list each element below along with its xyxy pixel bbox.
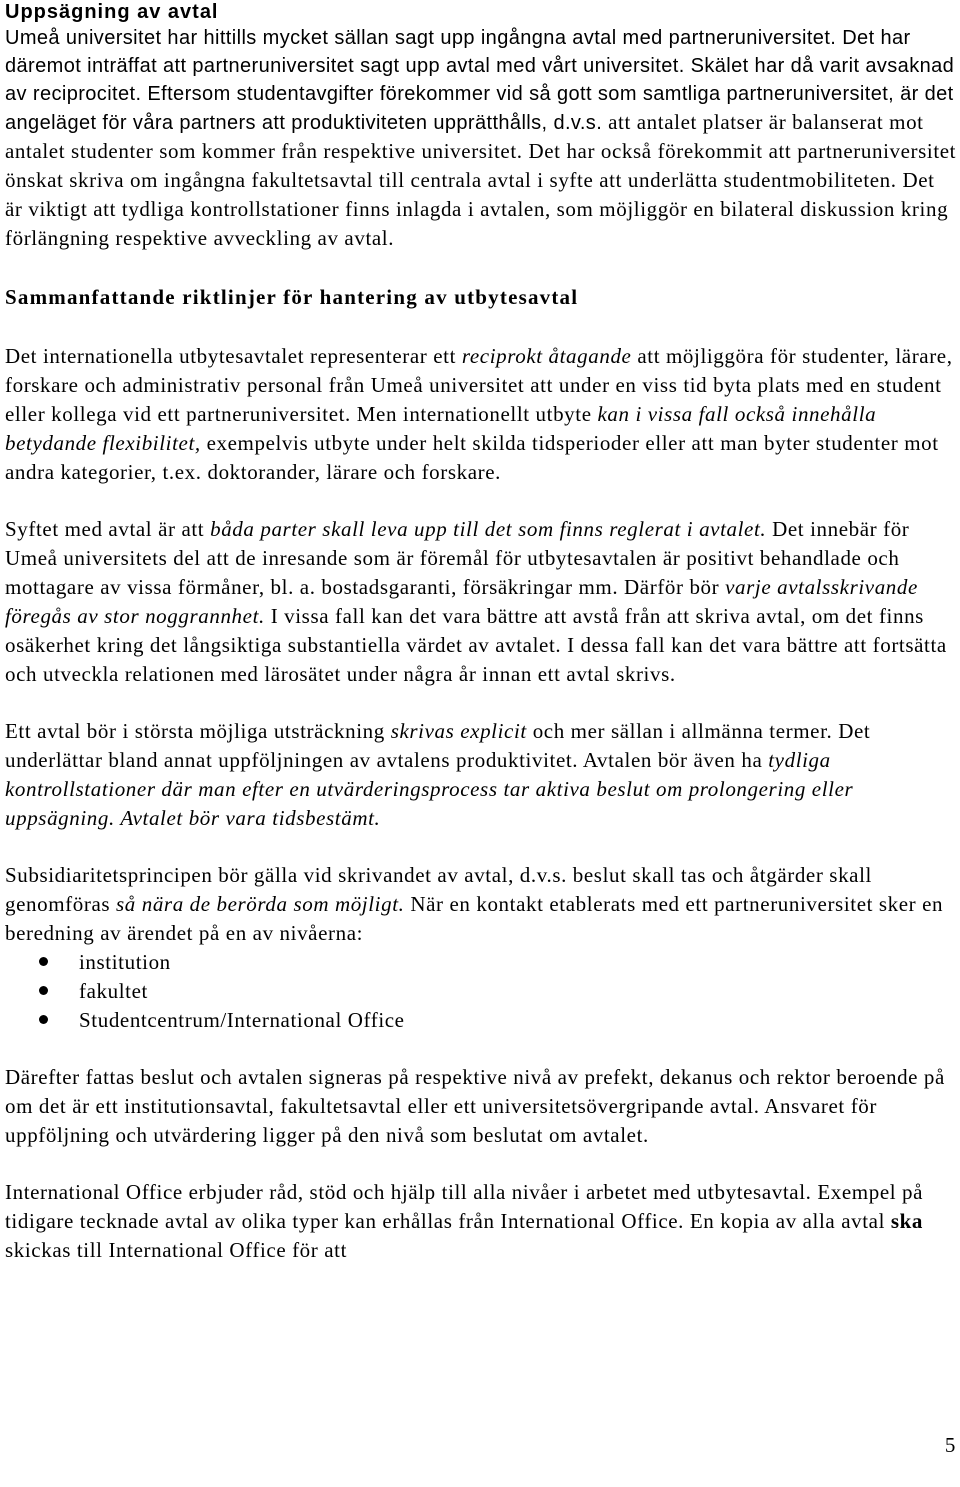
emphasis-text: så nära de berörda som möjligt. [116,892,405,916]
document-body [5,0,957,1265]
text: I vissa fall kan det vara bättre att avstå från att skriva avtal, om det finns osäkerhet kring det långsiktiga substantiella värdet av avtalet. I dessa fall kan det vara bättre att fortsätta och utveckla relationen med lärosätet under några år innan ett avtal skrivs. [5,604,947,686]
section-heading-riktlinjer: Sammanfattande riktlinjer för hantering av utbytesavtal [5,285,579,309]
bullet-icon [39,957,48,966]
bullet-icon [39,986,48,995]
text: Det innebär för Umeå universitets del att de inresande som är föremål för utbytesavtalen är positivt behandlade och mottagare av vissa förmåner, bl. a. bostadsgaranti, försäkringar mm. Därför bör [5,517,910,599]
emphasis-text: båda parter skall leva upp till det som finns reglerat i avtalet. [210,517,767,541]
emphasis-text: kan i vissa fall också innehålla betydande flexibilitet, [5,402,877,455]
text: Syftet med avtal är att [5,517,211,541]
list-item [5,948,957,977]
text: Ett avtal bör i största möjliga utsträckning [5,719,391,743]
levels-list [5,948,957,1035]
text: International Office erbjuder råd, stöd och hjälp till alla nivåer i arbetet med utbytesavtal. Exempel på tidigare tecknade avtal av olika typer kan erhållas från International Office. En kopia av alla avtal [5,1180,924,1233]
text: att möjliggöra för studenter, lärare, forskare och administrativ personal från Umeå universitet att under en viss tid byta plats med en student eller kollega vid ett partneruniversitet. Men internationellt utbyte [5,344,953,426]
emphasis-text: varje avtalsskrivande föregås av stor noggrannhet. [5,575,918,628]
paragraph-international-office [5,1178,957,1265]
text: skickas till International Office för att [5,1238,348,1262]
list-item-label: fakultet [79,979,148,1003]
paragraph-subsidiaritet [5,861,957,948]
list-item-label: institution [79,950,171,974]
paragraph-text: Umeå universitet har hittills mycket sällan sagt upp ingångna avtal med partneruniversitet. Det har däremot inträffat att partneruniversitet sagt upp avtal med vårt universitet. Skälet har då varit avsaknad av reciprocitet. Eftersom studentavgifter förekommer vid så gott som samtliga partneruniversitet, är det angeläget för våra partners att produktiviteten upprätthålls, d.v.s. [5,27,955,134]
text: När en kontakt etablerats med ett partneruniversitet sker en beredning av ärendet på en av nivåerna: [5,892,944,945]
section-heading-uppsagning: Uppsägning av avtal [5,1,219,23]
paragraph-text: att antalet platser är balanserat mot antalet studenter som kommer från respektive universitet. Det har också förekommit att partneruniversitet önskat skriva om ingångna fakultetsavtal till centrala avtal i syfte att underlätta studentmobiliteten. Det är viktigt att tydliga kontrollstationer finns inlagda i avtalen, som möjliggör en bilateral diskussion kring förlängning respektive avveckling av avtal. [5,110,957,250]
paragraph-utbytesavtal [5,342,957,487]
text: och mer sällan i allmänna termer. Det underlättar bland annat uppföljningen av avtalens produktivitet. Avtalen bör även ha [5,719,871,772]
paragraph-beslut: Därefter fattas beslut och avtalen signeras på respektive nivå av prefekt, dekanus och rektor beroende på om det är ett institutionsavtal, fakultetsavtal eller ett universitetsövergripande avtal. Ansvaret för uppföljning och utvärdering ligger på den nivå som beslutat om avtalet. [5,1065,945,1147]
text: Subsidiaritetsprincipen bör gälla vid skrivandet av avtal, d.v.s. beslut skall tas och åtgärder skall genomföras [5,863,872,916]
text: Det internationella utbytesavtalet representerar ett [5,344,462,368]
page-number: 5 [944,1433,956,1457]
bullet-icon [39,1015,48,1024]
emphasis-text: reciprokt åtagande [461,344,632,368]
emphasis-text: skrivas explicit [390,719,527,743]
paragraph-syfte [5,515,957,689]
bold-text: ska [890,1209,924,1233]
list-item [5,1006,957,1035]
list-item-label: Studentcentrum/International Office [79,1008,405,1032]
list-item [5,977,957,1006]
text: exempelvis utbyte under helt skilda tidsperioder eller att man byter studenter mot andra kategorier, t.ex. doktorander, lärare och forskare. [5,431,939,484]
paragraph-uppsagning-sans [5,24,957,253]
emphasis-text: tydliga kontrollstationer där man efter en utvärderingsprocess tar aktiva beslut om prolongering eller uppsägning. Avtalet bör vara tidsbestämt. [5,748,854,830]
paragraph-explicit [5,717,957,833]
